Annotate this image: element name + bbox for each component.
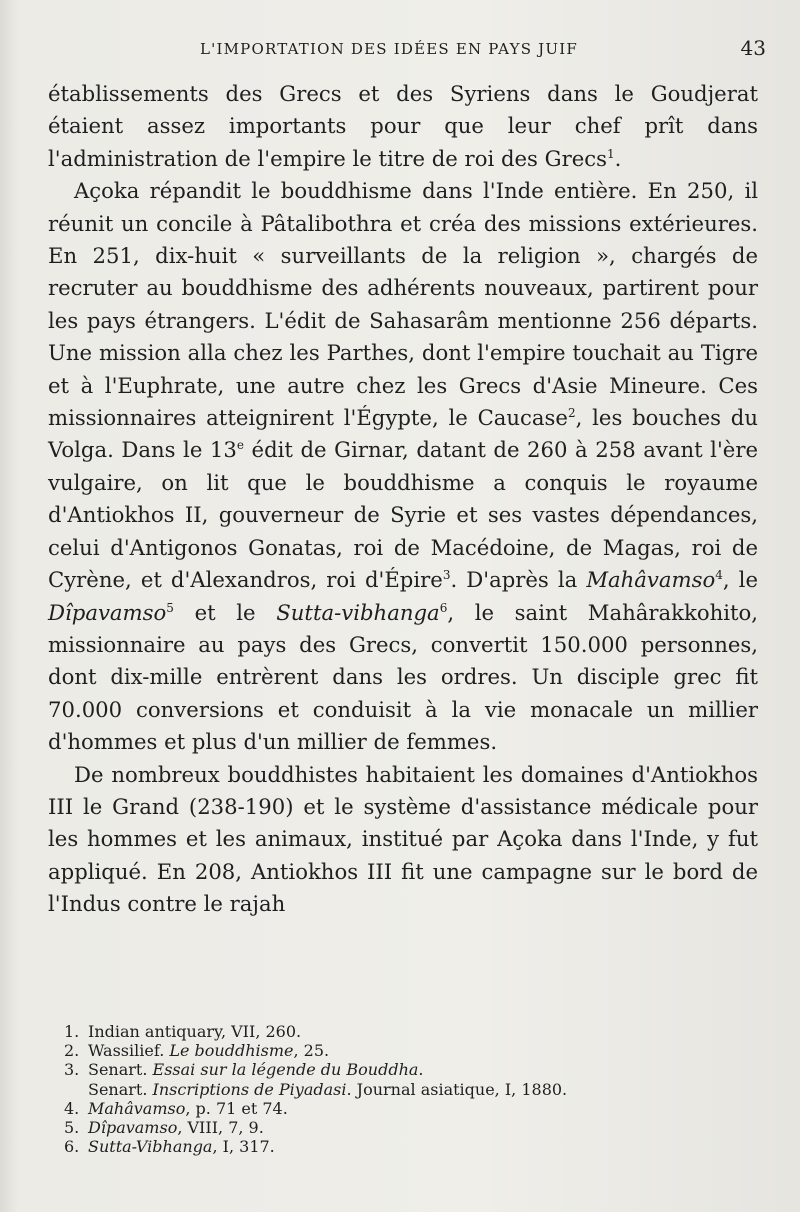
footnote-6 [64, 1137, 744, 1156]
title-sutta-vibhanga: Sutta-vibhanga [276, 599, 440, 625]
footnote-1 [64, 1022, 744, 1041]
footnote-ref-1: 1 [607, 146, 615, 161]
paragraph-3: De nombreux bouddhistes habitaient les domaines d'Antiokhos III le Grand (238-190) et le système d'assistance médicale pour les hommes et les animaux, institué par Açoka dans l'Inde, y fut appliqué. En 208, Antiokhos III fit une campagne sur le bord de l'Indus contre le rajah [48, 761, 758, 917]
footnote-ref-2: 2 [567, 406, 576, 421]
page-number: 43 [740, 36, 766, 60]
footnote-number: 2. [64, 1041, 80, 1061]
footnote-text: Senart. Essai sur la légende du Bouddha. [88, 1060, 424, 1080]
paragraph-2 [48, 175, 758, 758]
footnote-text: Wassilief. Le bouddhisme, 25. [88, 1041, 330, 1061]
title-dipavamso: Dîpavamso [48, 599, 167, 625]
footnote-ref-6: 6 [439, 600, 448, 615]
footnote-ref-3: 3 [442, 568, 451, 583]
paragraph-2-text-g: , le saint Mahârakkohito, missionnaire au pays des Grecs, convertit 150.000 personnes, dont dix-mille entrèrent dans les ordres. Un disciple grec fit 70.000 conversions et conduisit à la vie monacale un millier d'hommes et plus d'un millier de femmes. [48, 599, 759, 755]
paragraph-2-text-a: Açoka répandit le bouddhisme dans l'Inde entière. En 250, il réunit un concile à Pâtalibothra et créa des missions extérieures. En 251, dix-huit « surveillants de la religion », chargés de recruter au bouddhisme des adhérents nouveaux, partirent pour les pays étrangers. L'édit de Sahasarâm mentionne 256 départs. Une mission alla chez les Parthes, dont l'empire touchait au Tigre et à l'Euphrate, une autre chez les Grecs d'Asie Mineure. Ces missionnaires atteignirent l'Égypte, le Caucase [48, 178, 758, 431]
footnote-text: Indian antiquary, VII, 260. [88, 1022, 302, 1041]
paragraph-2-text-f: et le [173, 599, 277, 625]
footnote-4 [64, 1099, 744, 1118]
paragraph-2-text-d: . D'après la [450, 567, 587, 593]
footnote-number: 3. [64, 1060, 80, 1080]
footnote-number: 6. [64, 1137, 80, 1157]
footnote-3-continued: Senart. Inscriptions de Piyadasi. Journal asiatique, I, 1880. [88, 1079, 568, 1099]
footnote-2 [64, 1041, 744, 1060]
footnote-5 [64, 1118, 744, 1137]
footnote-3 [64, 1060, 744, 1079]
footnote-number: 4. [64, 1098, 80, 1118]
title-mahavamso: Mahâvamso [586, 567, 716, 593]
running-title: L'IMPORTATION DES IDÉES EN PAYS JUIF [200, 40, 578, 58]
footnote-text: Sutta-Vibhanga, I, 317. [88, 1137, 275, 1157]
body-text [48, 78, 758, 921]
footnote-text: Dîpavamso, VIII, 7, 9. [88, 1118, 264, 1138]
page-header [48, 34, 770, 68]
paragraph-1-end: . [614, 145, 622, 171]
paragraph-1 [48, 78, 758, 175]
paragraph-1-text: établissements des Grecs et des Syriens dans le Goudjerat étaient assez importants pour que leur chef prît dans l'administration de l'empire le titre de roi des Grecs [48, 81, 758, 171]
footnote-ref-4: 4 [715, 568, 723, 583]
ordinal-suffix: e [236, 438, 244, 453]
footnotes [64, 1022, 744, 1156]
paragraph-2-text-c: édit de Girnar, datant de 260 à 258 avant l'ère vulgaire, on lit que le bouddhisme a conquis le royaume d'Antiokhos II, gouverneur de Syrie et ses vastes dépendances, celui d'Antigonos Gonatas, roi de Macédoine, de Magas, roi de Cyrène, et d'Alexandros, roi d'Épire [48, 437, 758, 593]
footnote-number: 5. [64, 1118, 80, 1138]
paragraph-2-text-e: , le [722, 567, 758, 593]
footnote-ref-5: 5 [166, 600, 174, 615]
footnote-text: Mahâvamso, p. 71 et 74. [88, 1098, 288, 1118]
paragraph-2-text-b: , les bouches du Volga. Dans le 13 [48, 405, 758, 463]
footnote-number: 1. [64, 1022, 80, 1041]
